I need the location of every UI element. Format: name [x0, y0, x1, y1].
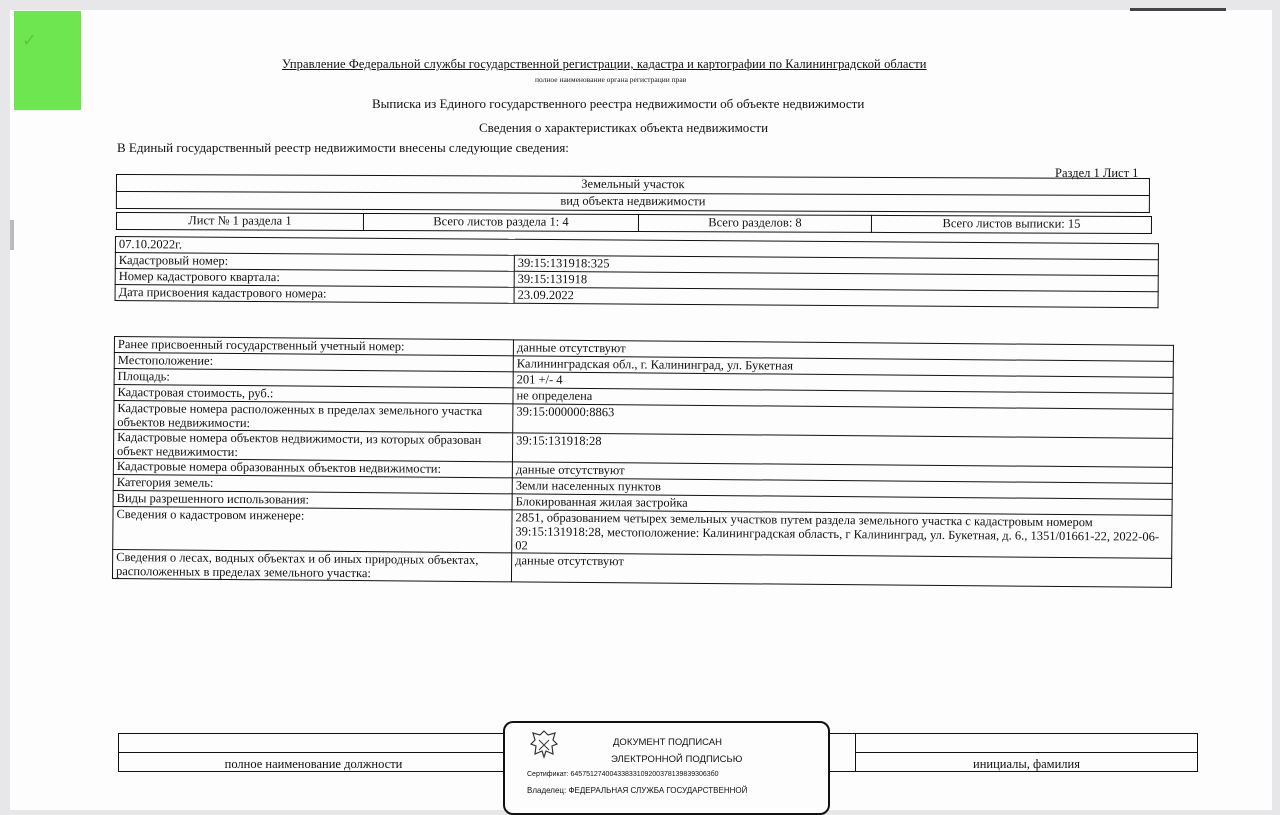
row-label: Кадастровая стоимость, руб.:: [114, 385, 513, 404]
row-label: Кадастровые номера расположенных в пределах земельного участка объектов недвижимости:: [114, 401, 513, 433]
page-edge: [1130, 8, 1226, 11]
row-value: 201 +/- 4: [513, 372, 1173, 394]
signature-cell-empty: [856, 734, 1198, 753]
row-value: 23.09.2022: [514, 287, 1158, 307]
signature-cell-empty: [119, 734, 509, 753]
emblem-icon: [527, 728, 561, 760]
row-value: данные отсутствуют: [512, 462, 1172, 484]
row-value: Калининградская обл., г. Калининград, ул. Букетная: [513, 356, 1173, 378]
object-type: Земельный участок: [116, 175, 1149, 196]
row-label: Ранее присвоенный государственный учетный номер:: [114, 337, 513, 356]
row-value: Блокированная жилая застройка: [512, 494, 1172, 516]
binding-mark: [10, 220, 14, 250]
row-value: 39:15:131918:325: [514, 255, 1158, 275]
row-value: 39:15:131918: [514, 271, 1158, 291]
object-type-caption: вид объекта недвижимости: [116, 192, 1149, 213]
row-label: Дата присвоения кадастрового номера:: [115, 285, 514, 304]
authority-caption: полное наименование органа регистрации прав: [535, 75, 687, 84]
certificate-number: Сертификат: 645751274004338331092003781398393063б0: [527, 771, 719, 778]
row-label: Номер кадастрового квартала:: [115, 269, 514, 288]
row-label: Кадастровые номера образованных объектов недвижимости:: [113, 458, 512, 477]
row-label: Кадастровый номер:: [115, 253, 514, 272]
row-value: данные отсутствуют: [513, 340, 1173, 362]
section-sheet-count: Всего листов раздела 1: 4: [363, 213, 638, 231]
certificate-owner: Владелец: ФЕДЕРАЛЬНАЯ СЛУЖБА ГОСУДАРСТВЕННОЙ: [527, 786, 748, 795]
registration-authority: Управление Федеральной службы государственной регистрации, кадастра и картографии по Калининградской области: [282, 57, 927, 71]
row-label: Сведения о кадастровом инженере:: [113, 506, 512, 552]
row-value: Земли населенных пунктов: [512, 478, 1172, 500]
row-label: Местоположение:: [114, 353, 513, 372]
object-type-table: [116, 174, 1150, 213]
row-value: 39:15:131918:28: [512, 433, 1172, 468]
cadastral-table: [115, 236, 1159, 308]
stamp-title: ДОКУМЕНТ ПОДПИСАН: [613, 737, 722, 748]
part-label: Раздел 1 Лист 1: [1055, 166, 1139, 180]
row-value: данные отсутствуют: [511, 553, 1171, 588]
name-caption: инициалы, фамилия: [856, 753, 1198, 772]
position-caption: полное наименование должности: [119, 753, 509, 772]
extract-sheet-count: Всего листов выписки: 15: [871, 215, 1151, 233]
row-value: не определена: [513, 388, 1173, 410]
intro-text: В Единый государственный реестр недвижимости внесены следующие сведения:: [117, 140, 569, 155]
characteristics-table: [112, 336, 1174, 588]
row-value: 39:15:000000:8863: [513, 404, 1173, 439]
row-label: Категория земель:: [113, 474, 512, 493]
sticky-note: [14, 11, 81, 110]
row-label: Сведения о лесах, водных объектах и об иных природных объектах, расположенных в пределах земельного участка:: [112, 549, 511, 581]
extract-date: 07.10.2022г.: [115, 237, 1158, 260]
section-title: Сведения о характеристиках объекта недвижимости: [479, 120, 769, 135]
check-icon: ✓: [22, 30, 38, 51]
section-count: Всего разделов: 8: [638, 215, 871, 233]
row-label: Кадастровые номера объектов недвижимости, из которых образован объект недвижимости:: [113, 430, 512, 462]
stamp-subtitle: ЭЛЕКТРОННОЙ ПОДПИСЬЮ: [611, 754, 743, 765]
electronic-signature-stamp: [503, 721, 830, 815]
extract-title: Выписка из Единого государственного реестра недвижимости об объекте недвижимости: [372, 96, 865, 111]
sheet-number: Лист № 1 раздела 1: [116, 213, 363, 231]
row-label: Площадь:: [114, 369, 513, 388]
row-label: Виды разрешенного использования:: [113, 490, 512, 509]
row-value: 2851, образованием четырех земельных участков путем раздела земельного участка с кадастровым номером 39:15:131918:28, местоположение: Калининградская область, г Калининград, ул. Букетная, д. 6., 1351/01661-22, 2022-06-02: [512, 510, 1172, 559]
